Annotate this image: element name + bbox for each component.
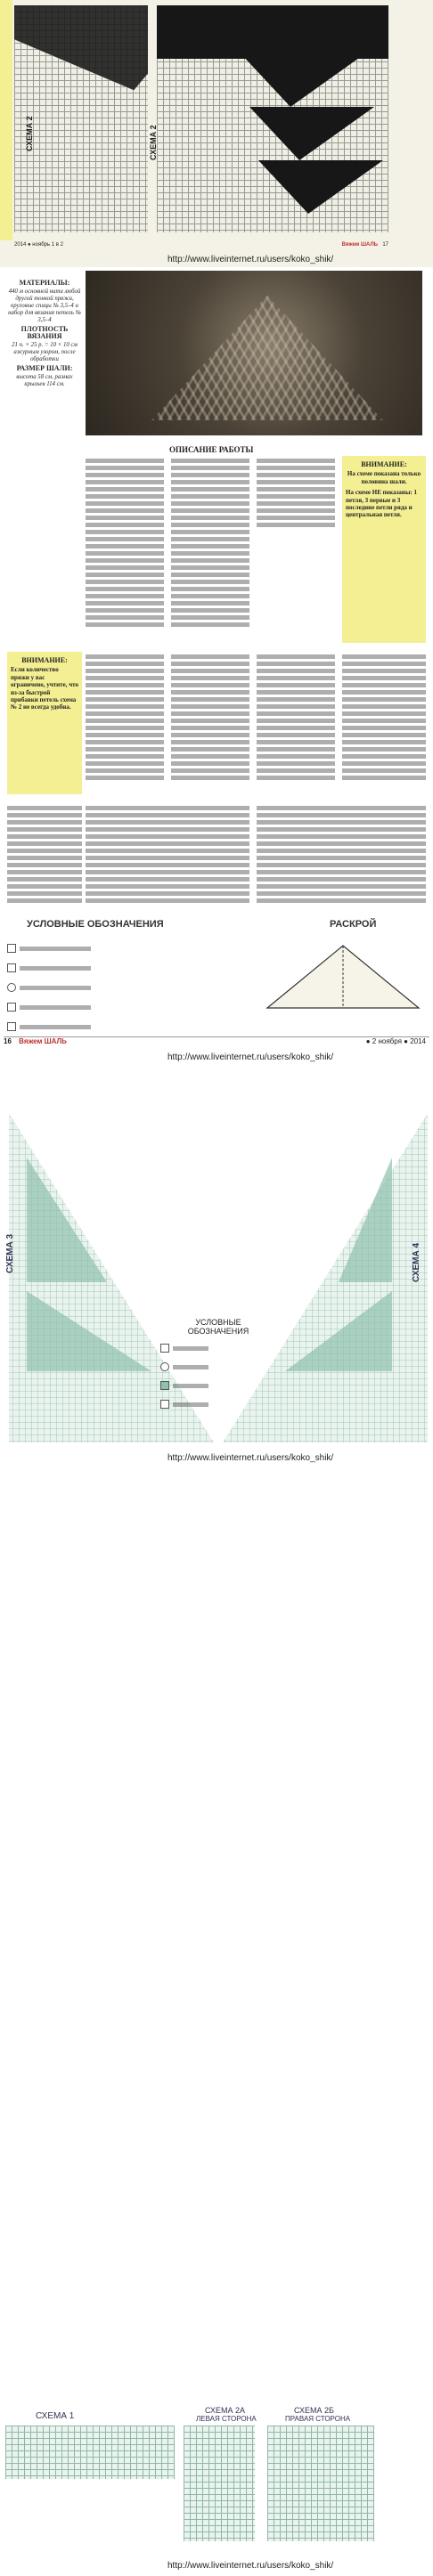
chart-right-dark-top (157, 5, 388, 59)
size-title: РАЗМЕР ШАЛИ: (16, 364, 73, 372)
legend3-decrease-symbol (160, 1400, 169, 1409)
source-url[interactable]: http://www.liveinternet.ru/users/koko_shik/ (167, 255, 334, 264)
text-column-2 (171, 456, 249, 630)
work-title: ОПИСАНИЕ РАБОТЫ (169, 445, 254, 454)
attention-2-title: ВНИМАНИЕ: (21, 656, 68, 664)
decrease-symbol (7, 1003, 16, 1012)
source-url-4[interactable]: http://www.liveinternet.ru/users/koko_shik/ (167, 2561, 334, 2571)
text-column-lower-3 (257, 652, 335, 783)
attention-1-more: На схеме НЕ показаны: 1 петля, 3 первые и 3 последние петли ряда и центральная петля. (346, 489, 417, 519)
cut-title: РАСКРОЙ (330, 919, 377, 930)
scheme-2b-title: СХЕМА 2Б (294, 2406, 334, 2415)
text-column-bottom-left (7, 803, 82, 906)
materials-text: 440 м основной нити любой другой тонкой пряжи, круговые спицы № 3,5–4 и набор для вязания петель № 3,5–4 (8, 288, 81, 323)
scheme-2a-title: СХЕМА 2А (205, 2406, 246, 2415)
attention-box-1 (342, 456, 426, 643)
source-url-3[interactable]: http://www.liveinternet.ru/users/koko_shik/ (167, 1453, 334, 1463)
legend3-yo-symbol (160, 1362, 169, 1371)
legend-title-3: УСЛОВНЫЕ ОБОЗНАЧЕНИЯ (187, 1318, 249, 1336)
footer-right: ● 2 ноября ● 2014 (365, 1037, 426, 1045)
magazine-title: Вяжем ШАЛЬ (341, 242, 378, 248)
cut-diagram (258, 937, 428, 1017)
scheme-4-band-1 (339, 1158, 392, 1282)
page-footer-2 (4, 1036, 429, 1048)
magazine-title-2: Вяжем ШАЛЬ (19, 1037, 67, 1045)
scheme-1-grid (5, 2426, 175, 2479)
scheme-2a-subtitle: ЛЕВАЯ СТОРОНА (196, 2415, 257, 2423)
attention-2-text: Если количество пряжи у вас ограничено, учтите, что из-за быстрой прибавки петель схема № 2 не всегда удобна. (11, 666, 78, 711)
knit-symbol (7, 944, 16, 953)
scheme-3-band-1 (27, 1158, 107, 1282)
text-column-lower-4 (342, 652, 426, 783)
text-column-lower-1 (86, 652, 164, 783)
text-column-lower-2 (171, 652, 249, 783)
scheme-4-label: СХЕМА 4 (412, 1242, 421, 1282)
page-number: 17 (382, 242, 388, 248)
scheme-2b-grid (267, 2426, 374, 2541)
scheme-2-label-left: СХЕМА 2 (25, 116, 34, 151)
charts-page-1-2 (0, 2404, 433, 2576)
magazine-page-16 (0, 269, 433, 1206)
yellow-side-strip (0, 0, 12, 240)
footer-issue: 2014 ● ноябрь 1 в 2 (14, 242, 63, 248)
magazine-page-17 (0, 0, 433, 267)
text-column-1 (86, 456, 164, 630)
source-url-2[interactable]: http://www.liveinternet.ru/users/koko_shik/ (167, 1052, 334, 1062)
legend-area-3 (160, 1337, 276, 1435)
scheme-2a-grid (184, 2426, 255, 2541)
density-text: 21 п. × 25 р. = 10 × 10 см ажурным узором, после обработки (12, 342, 78, 362)
scheme-2b-subtitle: ПРАВАЯ СТОРОНА (285, 2415, 351, 2423)
legend3-knit-symbol (160, 1344, 169, 1353)
no-stitch-symbol (7, 963, 16, 972)
legend-title: УСЛОВНЫЕ ОБОЗНАЧЕНИЯ (27, 919, 164, 930)
text-column-3 (257, 456, 335, 530)
text-column-bottom-mid (86, 803, 249, 906)
density-title: ПЛОТНОСТЬ ВЯЗАНИЯ (20, 325, 69, 340)
legend-area (7, 937, 239, 1035)
legend3-green-symbol (160, 1381, 169, 1390)
scheme-3-label: СХЕМА 3 (5, 1233, 15, 1273)
center-stitch-symbol (7, 1022, 16, 1031)
attention-1-title: ВНИМАНИЕ: (361, 460, 407, 468)
charts-page-3-4 (0, 1104, 433, 1478)
scheme-1-title: СХЕМА 1 (36, 2411, 75, 2421)
yarn-over-symbol (7, 983, 16, 992)
text-column-bottom-right (257, 803, 426, 906)
materials-block (7, 278, 82, 388)
materials-title: МАТЕРИАЛЫ: (19, 279, 70, 287)
size-text: высота 58 см, размах крыльев 114 см. (16, 374, 73, 387)
page-number-16: 16 (4, 1037, 12, 1045)
scheme-2-label-right: СХЕМА 2 (149, 125, 158, 160)
page-footer (14, 242, 388, 249)
attention-1-text: На схеме показана только половина шали. (347, 470, 421, 485)
attention-box-2 (7, 652, 82, 794)
